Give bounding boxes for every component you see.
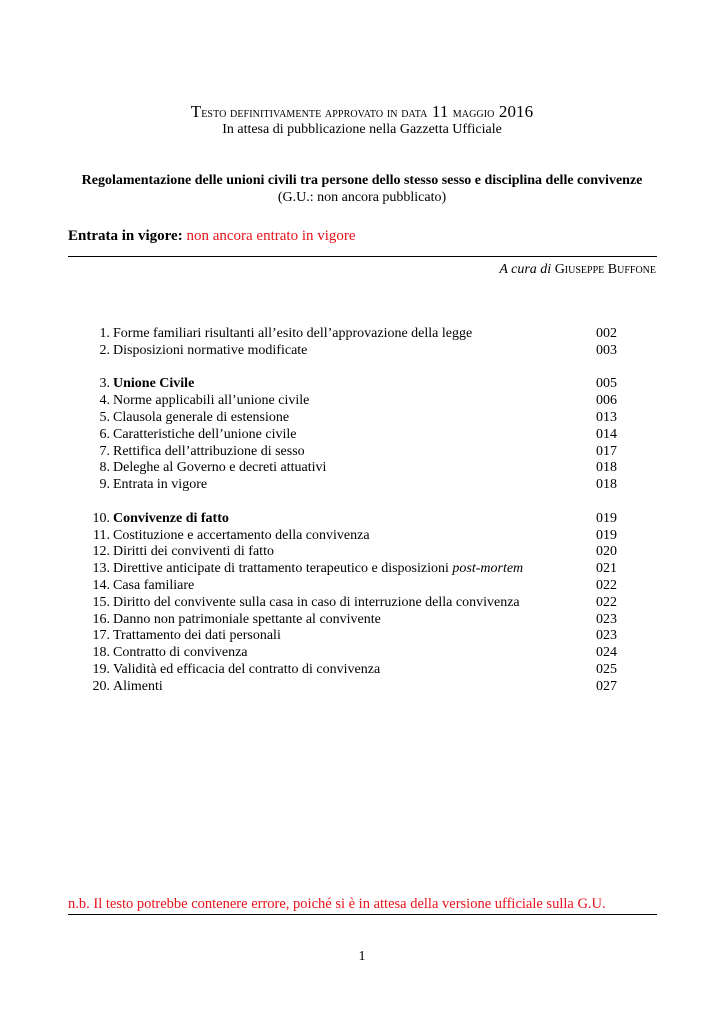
toc-row[interactable]: 12. Diritti dei conviventi di fatto 020: [92, 544, 617, 559]
header-divider: [68, 256, 657, 257]
title-smallcaps: esto definitivamente approvato in data: [201, 106, 428, 121]
title-year: 2016: [498, 102, 534, 121]
curator-last-name: Buffone: [607, 262, 656, 277]
toc-row[interactable]: 11. Costituzione e accertamento della convivenza 019: [93, 528, 617, 543]
curator-prefix: A cura di: [499, 262, 552, 277]
entry-label: Entrata in vigore:: [68, 228, 183, 244]
document-title: [0, 102, 724, 122]
title-month: maggio: [452, 106, 495, 121]
title-day: 11: [431, 102, 449, 121]
toc-row[interactable]: 10. Convivenze di fatto 019: [92, 511, 617, 526]
toc-row[interactable]: 3. Unione Civile 005: [99, 376, 617, 391]
document-subtitle: In attesa di pubblicazione nella Gazzetta Ufficiale: [222, 122, 502, 137]
toc-row[interactable]: 17. Trattamento dei dati personali 023: [92, 628, 617, 643]
toc-row[interactable]: 18. Contratto di convivenza 024: [92, 645, 617, 660]
toc-row[interactable]: 5. Clausola generale di estensione 013: [99, 410, 617, 425]
title-initial: T: [190, 102, 202, 121]
toc-row[interactable]: 14. Casa familiare 022: [92, 578, 617, 593]
toc-row[interactable]: 9. Entrata in vigore 018: [99, 477, 617, 492]
law-title: Regolamentazione delle unioni civili tra persone dello stesso sesso e disciplina delle convivenze: [81, 173, 643, 188]
toc-row[interactable]: 20. Alimenti 027: [92, 679, 617, 694]
page-number: 1: [358, 949, 366, 964]
entry-into-force: [68, 228, 356, 245]
toc-row[interactable]: 2. Disposizioni normative modificate 003: [99, 343, 617, 358]
toc-row[interactable]: 13. Direttive anticipate di trattamento terapeutico e disposizioni post-mortem 021: [92, 561, 617, 576]
curator-line: [499, 262, 656, 278]
toc-row[interactable]: 1. Forme familiari risultanti all’esito dell’approvazione della legge 002: [99, 326, 617, 341]
toc-row[interactable]: 19. Validità ed efficacia del contratto di convivenza 025: [92, 662, 617, 677]
toc-row[interactable]: 4. Norme applicabili all’unione civile 006: [99, 393, 617, 408]
toc-row[interactable]: 7. Rettifica dell’attribuzione di sesso 017: [99, 444, 617, 459]
toc-row[interactable]: 6. Caratteristiche dell’unione civile 014: [99, 427, 617, 442]
toc-row[interactable]: 16. Danno non patrimoniale spettante al convivente 023: [92, 612, 617, 627]
footer-divider: [68, 914, 657, 915]
toc-row[interactable]: 8. Deleghe al Governo e decreti attuativi 018: [99, 460, 617, 475]
disclaimer-note: n.b. Il testo potrebbe contenere errore, poiché si è in attesa della versione ufficiale sulla G.U.: [68, 896, 606, 912]
curator-first-name: Giuseppe: [554, 262, 605, 277]
gu-status: (G.U.: non ancora pubblicato): [277, 190, 447, 205]
toc-row[interactable]: 15. Diritto del convivente sulla casa in caso di interruzione della convivenza 022: [92, 595, 617, 610]
entry-value: non ancora entrato in vigore: [186, 228, 356, 244]
